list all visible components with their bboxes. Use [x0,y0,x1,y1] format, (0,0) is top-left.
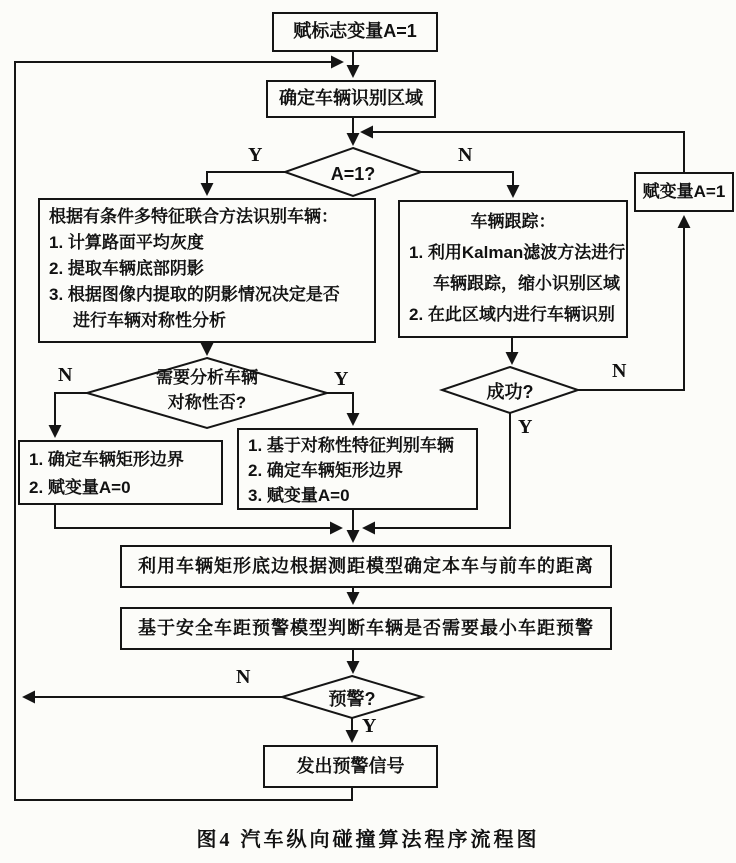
symmetry-judge-step: 2. 确定车辆矩形边界 [248,461,403,480]
node-rect-boundary [18,440,223,505]
multi-feature-step-cont: 进行车辆对称性分析 [73,311,226,330]
symmetry-check-line2: 对称性否? [167,392,247,412]
node-send-warning: 发出预警信号 [263,745,438,788]
node-warning-judge: 基于安全车距预警模型判断车辆是否需要最小车距预警 [120,607,612,650]
symmetry-check-line1: 需要分析车辆 [156,368,258,387]
label-success-no: N [612,360,627,382]
label-flag-check-yes: Y [248,144,263,166]
multi-feature-step: 1. 计算路面平均灰度 [49,233,204,252]
symmetry-judge-step: 1. 基于对称性特征判别车辆 [248,436,454,455]
node-assign-flag: 赋标志变量A=1 [272,12,438,52]
tracking-step-cont: 车辆跟踪，缩小识别区域 [433,274,620,293]
node-vehicle-tracking [398,200,628,338]
tracking-step: 2. 在此区域内进行车辆识别 [409,305,615,324]
label-warning-no: N [236,666,251,688]
label-warning-yes: Y [362,715,377,737]
decision-flag-check-label: A=1? [330,164,376,184]
node-assign-a1: 赋变量A=1 [634,172,734,212]
connector-check-yes [207,172,285,194]
symmetry-judge-step: 3. 赋变量A=0 [248,486,350,505]
decision-success-label: 成功? [486,382,534,402]
connector-check-no [421,172,513,196]
node-multi-feature-detect [38,198,376,343]
tracking-step: 1. 利用Kalman滤波方法进行 [409,243,626,262]
multi-feature-step: 2. 提取车辆底部阴影 [49,259,204,278]
label-flag-check-no: N [458,144,473,166]
multi-feature-title: 根据有条件多特征联合方法识别车辆： [49,207,338,226]
label-symmetry-no: N [58,364,73,386]
label-symmetry-yes: Y [334,368,349,390]
tracking-title: 车辆跟踪： [470,212,556,231]
connector-symmetry-no [55,393,87,436]
figure-caption: 图4 汽车纵向碰撞算法程序流程图 [196,829,540,851]
rect-boundary-step: 1. 确定车辆矩形边界 [29,450,184,469]
connector-symmetry-yes [327,393,353,424]
node-distance-calc: 利用车辆矩形底边根据测距模型确定本车与前车的距离 [120,545,612,588]
label-success-yes: Y [518,416,533,438]
node-symmetry-judge [237,428,478,510]
rect-boundary-step: 2. 赋变量A=0 [29,478,131,497]
node-determine-region: 确定车辆识别区域 [266,80,436,118]
decision-symmetry-check-label [107,366,307,415]
multi-feature-step: 3. 根据图像内提取的阴影情况决定是否 [49,285,340,304]
decision-warning-label: 预警? [328,689,376,709]
